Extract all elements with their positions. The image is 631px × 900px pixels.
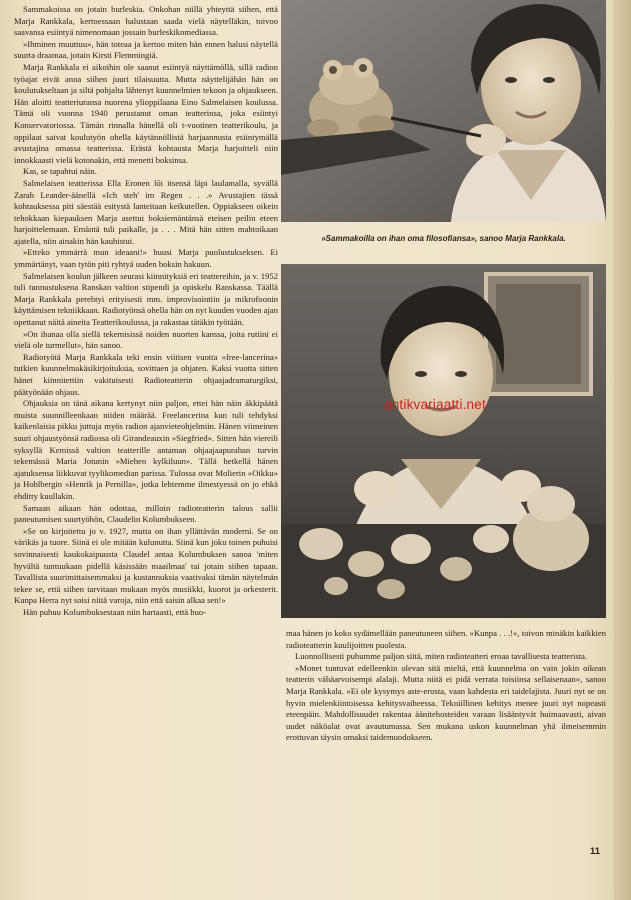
page-number: 11 xyxy=(590,846,601,857)
photo-caption: »Sammakoilla on ihan oma filosofiansa», sanoo Marja Rankkala. xyxy=(321,234,566,243)
left-text-column xyxy=(14,4,278,618)
right-text-column xyxy=(286,628,606,744)
paragraph: Salmelaisen teatterissa Ella Eronen lõi itsensä läpi laulamalla, syvällä Zarah Leander-äänellä »Ich steh' im Regen . . .» Avustajien tässä kohtauksessa piti säestää esitystä lanteitaan keikutellen. Oppiakseen oikein tehokkaan kiepauksen Marja asettui boksiemäntänsä eteisen peilin eteen harjoittelemaan. Emäntä tuli paikalle, ja . . . Mitä hän sitten mahtoikaan ajatella, niin ainakin hän kauhistui. xyxy=(14,177,278,246)
photo-illustration xyxy=(281,264,606,618)
paragraph: Radiotyötä Marja Rankkala teki ensin viitisen vuotta »free-lancerina» tutkien kuunnelmakäsikirjoituksia, sovittaen ja ohjaten. Kaksi vuotta sitten hänet kiinnitettiin vakituisesti Radioteatterin ohjaajadramaturgiksi, päätyönään ohjaus. xyxy=(14,351,278,397)
paragraph: Samaan aikaan hän odottaa, milloin radioteatterin talous sallii paneutumisen suurtyöhön, Claudelin Kolumbukseen. xyxy=(14,502,278,525)
paragraph: maa hänen jo koko sydämellään paneutuneen siihen. »Kunpa . . .!», toivon minäkin kaikkien radioteatterin kuulijoitten puolesta. xyxy=(286,628,606,650)
paragraph: Salmelaisen koulun jälkeen seurasi kiinnityksiä eri teattereihin, ja v. 1952 tuli tunnustuksena Ranskan valtion stipendi ja opiskelu Ranskassa. Täällä Marja Rankkala perehtyi erityisesti mm. improvisointiin ja mikrofoonin käyttämisen tekniikkaan. Radiotyönsä ohella hän on nyt kuuden vuoden ajan opettanut näitä aineita Teatterikoulussa, ja rakastaa tätäkin työtään. xyxy=(14,270,278,328)
page-edge xyxy=(614,0,631,900)
paragraph: Luonnollisesti puhumme paljon siitä, miten radioteatteri eroaa tavallisesta teatterista. xyxy=(295,651,588,662)
paragraph: »On ihanaa olla siellä tekemisissä noiden nuorten kanssa, joita rutiini ei vielä ole turmellut», hän sanoo. xyxy=(14,328,278,351)
paragraph: »Monet tuntuvat edelleenkin olevan sitä mieltä, että kuunnelma on vain jokin oikean teatterin vähäarvoisempi alalaji. Mutta niitä ei pidä verrata toisiinsa sellaisenaan», sanoo Marja Rankkala. »Ei ole kysymys aste-erosta, vaan kahdesta eri taidelajista. Juuri nyt se on hyvin mielenkiintoisessa kehitysvaiheessa. Tekniillinen kehitys menee juuri nyt nopeasti eteenpäin. Mahdollisuudet rakentaa äänitehosteiden varaan lisääntyvät huimaavasti, aivan uudet näköalat ovat avautumassa. Sen mukana uskon kuunnelman yhä ilmeisemmin erottuvan täysin omaksi taidemuodokseen. xyxy=(286,662,606,743)
paragraph: Sammakoissa on jotain burleskia. Onkohan niillä yhteyttä siihen, että Marja Rankkala, kertoessaan halustaan saada vielä näytelläkin, toivoo saavansa esiintyä nimenomaan jossain burleskikomediassa. xyxy=(14,4,278,38)
paragraph: Marja Rankkala ei aikoihin ole saanut esiintyä näyttämöllä, sillä radion työajat eivät anna siihen juuri tilaisuutta. Mutta näyttelijähän hän on koulutukseltaan ja siltä pohjalta lähtenyt kuunnelmien tekoon ja ohjaukseen. Hän aloitti teatteriuransa nuorena ylioppilaana Eino Salmelaisen koulussa. Tämä oli vuonna 1940 perustanut oman teatterinsa, joka esiintyi Konservatoriossa. Tämän rinnalla hänellä oli t-vuotinen teatterikoulu, ja oppilaat saivat koulutyön ohella käytännöllistä harjaannusta esiintymällä avustajina omassa teatterissa. Erästä kohtausta Marja harjoitteli niin innokkaasti vielä kotonakin, että menetti boksinsa. xyxy=(14,61,278,165)
paragraph: »Ihminen muuttuu», hän toteaa ja kertoo miten hän ennen halusi näytellä suurta draamaa, jotain Kirsti Flemmingiä. xyxy=(14,38,278,61)
paragraph: »Etteko ymmärrä mun ideaani!» huusi Marja puolustukseksen. Ei ymmärtänyt, vaan tytön piti ryhtyä uuden boksin hakuun. xyxy=(14,247,278,270)
photo-illustration xyxy=(281,0,606,222)
paragraph: »Se on kirjoitettu jo v. 1927, mutta on ihan yllättävän moderni. Se on värikäs ja tuore. Siinä ei ole mitään kulunutta. Siinä kun joku toinen puhuisi sovinnaisesti kaukokaipuusta Claudel antaa Kolumbuksen sanoa 'miten hyvältä tuntuukaan pidellä käsissään maailmaa' tai jotain siihen tapaan. Tavallista suurimittaisemmaksi ja kustannuksia vaativaksi tämän näytelmän tekee se, että siihen tarvitaan mukaan myös musiikki, kuorot ja orkesterit. Kunpa Herra nyt soisi niitä varoja, niin että saisin alkaa sen!» xyxy=(14,525,278,606)
watermark-text: antikvariaatti.net xyxy=(384,397,486,412)
paragraph: Hän puhuu Kolumbuksestaan niin hartaasti, että huo- xyxy=(23,606,207,617)
paragraph: Kas, se tapahtui näin. xyxy=(23,166,97,177)
photo-woman-painting-frog xyxy=(281,0,606,222)
photo-woman-with-figurines xyxy=(281,264,606,618)
paragraph: Ohjauksia on tänä aikana kertynyt niin paljon, ettei hän näin äkkipäätä muista suunnilleenkaan niiden määrää. Freelancerina kun tuli tehdyksi kaikenlaisia pikku juttuja myös radion ajanvieteohjelmiin. Hänen viimeinen suuri ohjaustyönsä radiossa oli Girandeauxin »Siegfried». Sitten hän viereili syksyllä Kemissä valtion teatterille antaman ohjaajaapurahan turvin tekemässä Maria Jotunin »Miehen kylkiluun». Tällä hetkellä hänen ajatuksensa liikkuvat tyylikomedian parissa. Tulossa ovat Molierin »Oikku» ja Hohlbergin »Henrik ja Pernilla», jotka lehtemme ilmestyessä on jo ehkä ehditty kuullakin. xyxy=(14,398,278,501)
